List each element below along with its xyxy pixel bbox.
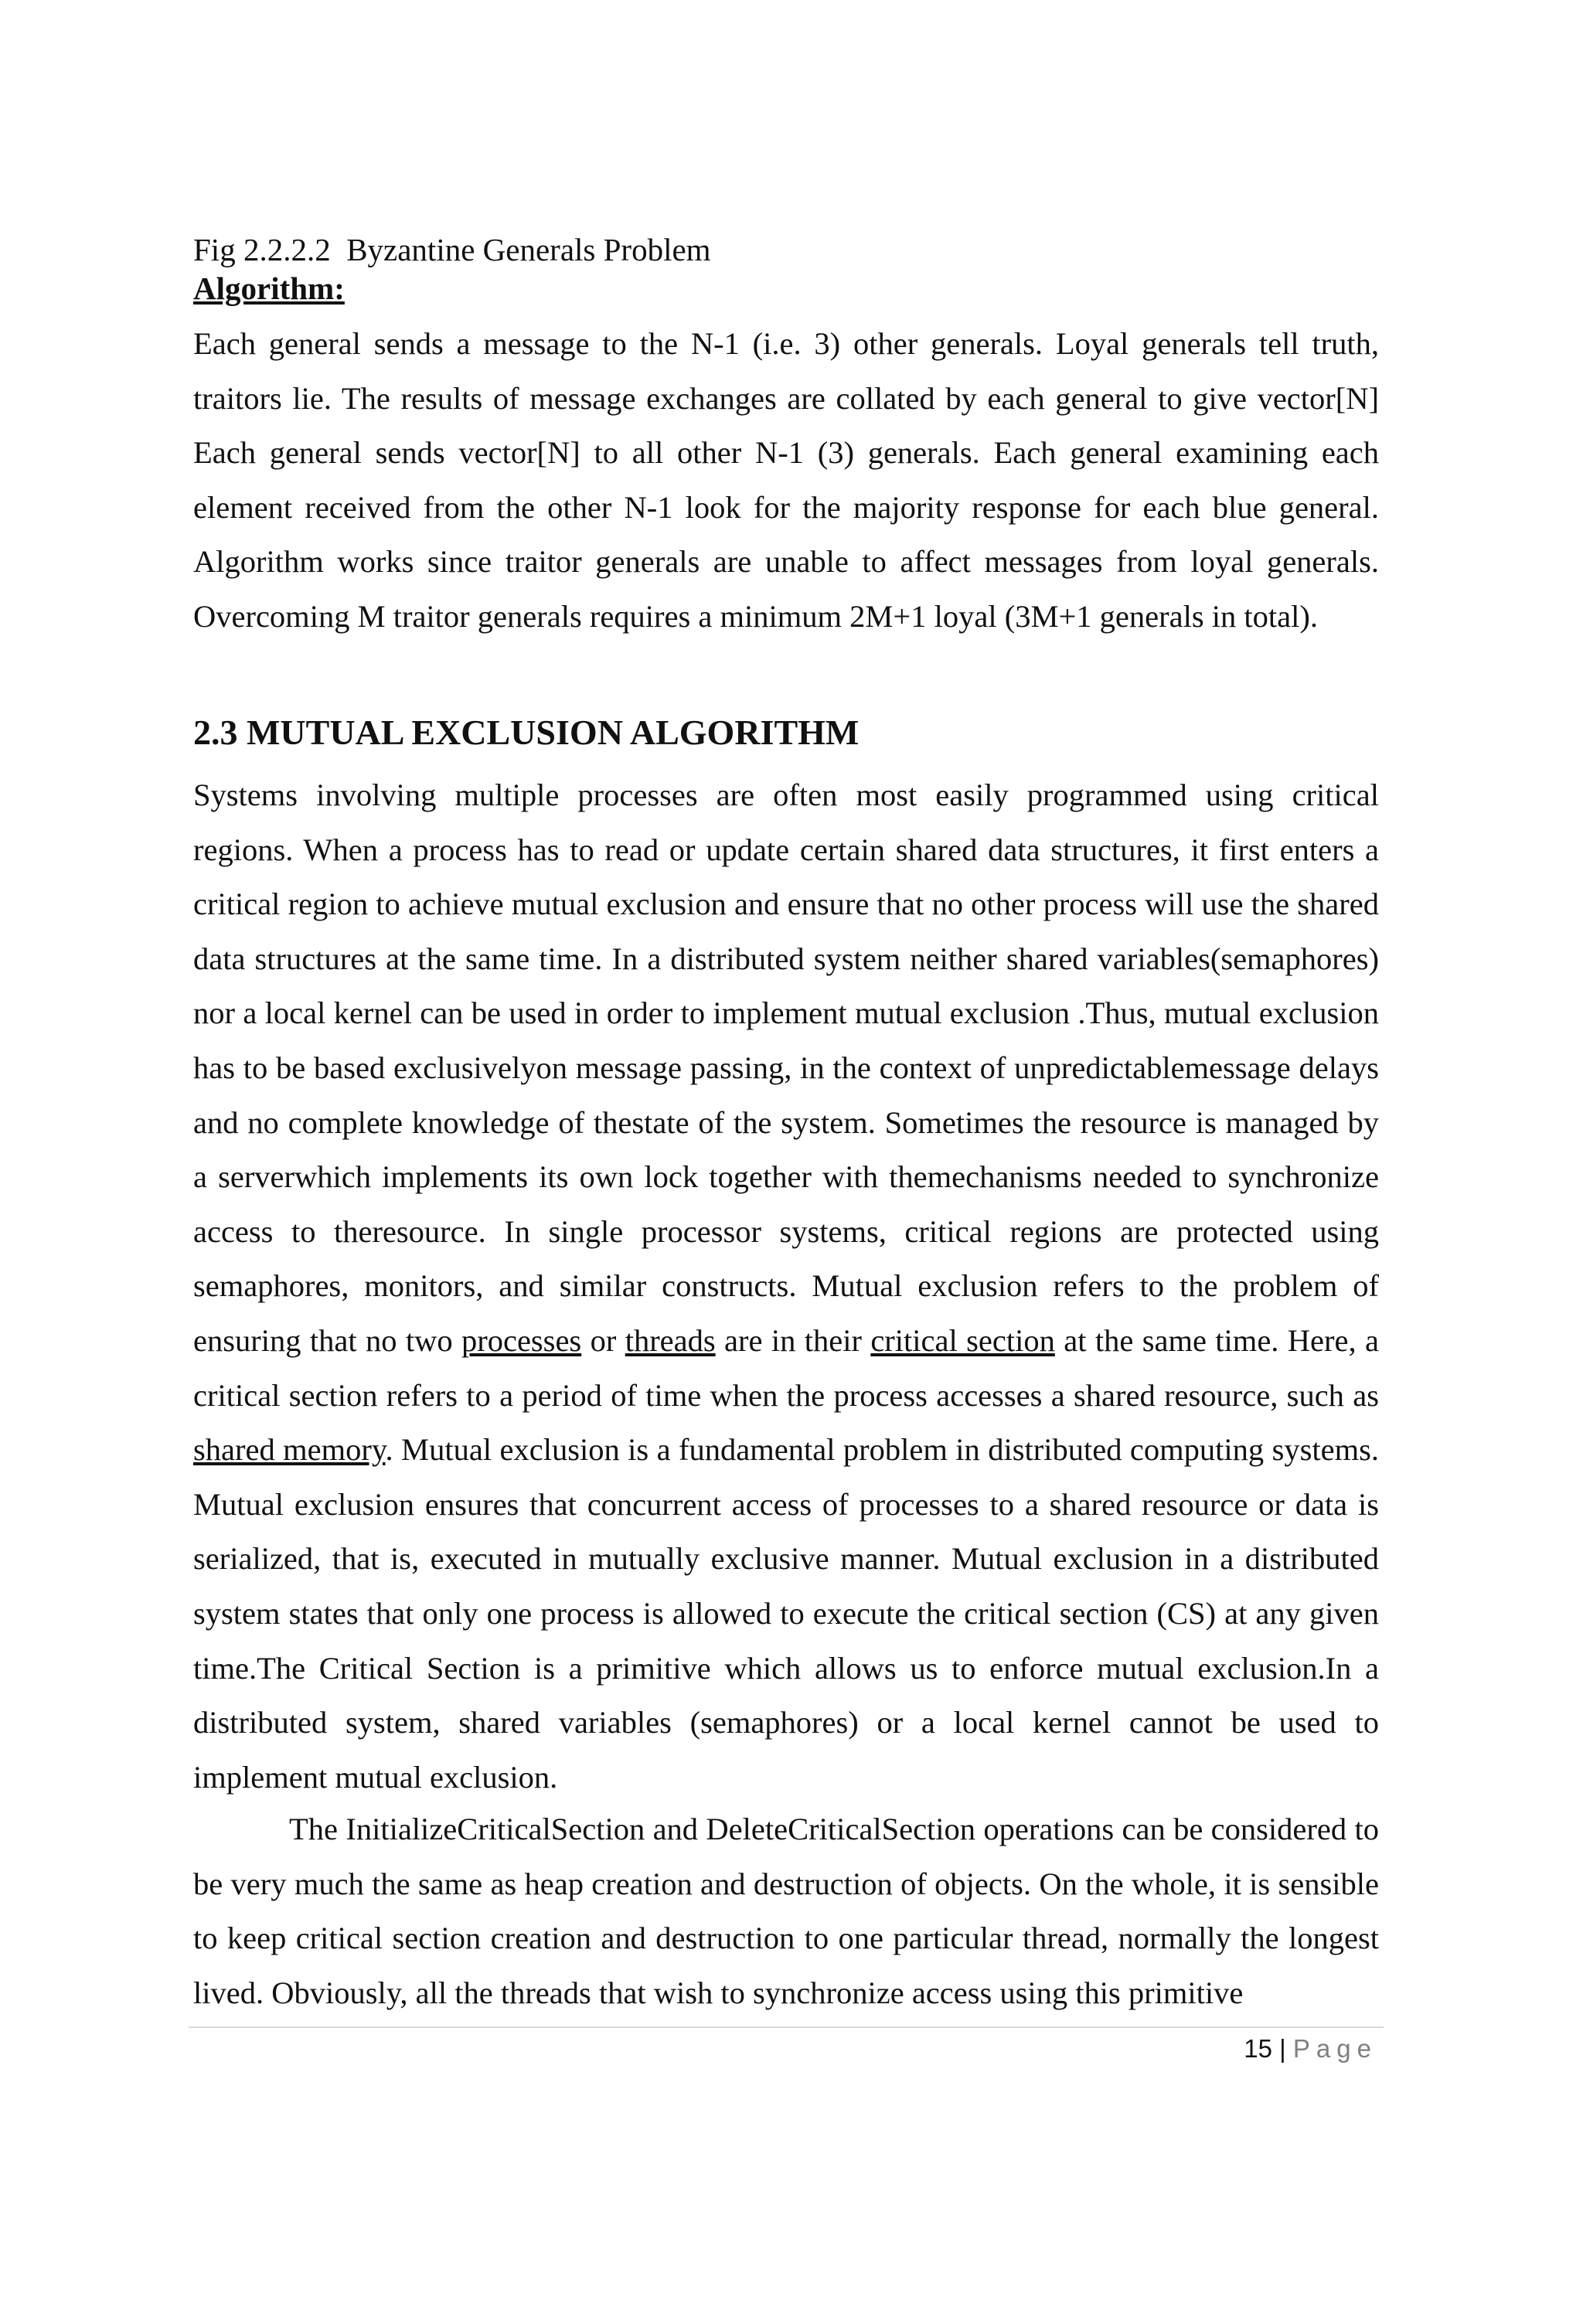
- paragraph-text: are in their: [715, 1322, 871, 1358]
- section-heading: 2.3 MUTUAL EXCLUSION ALGORITHM: [193, 713, 860, 752]
- footer-divider: [189, 2026, 1384, 2028]
- page-number: 15: [1244, 2034, 1272, 2063]
- link-shared-memory[interactable]: shared memory: [193, 1432, 386, 1468]
- paragraph-text: . Mutual exclusion is a fundamental problem in distributed computing systems. Mutual exclusion ensures that concurrent access of processes to a shared resource or data is serialized, that is, executed in mutually exclusive manner. Mutual exclusion in a distributed system states that only one process is allowed to execute the critical section (CS) at any given time.The Critical Section is a primitive which allows us to enforce mutual exclusion.In a distributed system, shared variables (semaphores) or a local kernel cannot be used to implement mutual exclusion.: [193, 1432, 1379, 1795]
- page-label: Page: [1292, 2034, 1377, 2063]
- paragraph-text: or: [581, 1322, 625, 1358]
- link-processes[interactable]: processes: [461, 1322, 582, 1358]
- paragraph-text: Systems involving multiple processes are often most easily programmed using critical regions. When a process has to read or update certain shared data structures, it first enters a critical region to achieve mutual exclusion and ensure that no other process will use the shared data structures at the same time. In a distributed system neither shared variables(semaphores) nor a local kernel can be used in order to implement mutual exclusion .Thus, mutual exclusion has to be based exclusivelyon message passing, in the context of unpredictablemessage delays and no complete knowledge of thestate of the system. Sometimes the resource is managed by a serverwhich implements its own lock together with themechanisms needed to synchronize access to theresource. In single processor systems, critical regions are protected using semaphores, monitors, and similar constructs. Mutual exclusion refers to the problem of ensuring that no two: [193, 778, 1379, 1358]
- footer-separator: |: [1272, 2034, 1293, 2063]
- algorithm-paragraph: Each general sends a message to the N-1 (i.e. 3) other generals. Loyal generals tell truth, traitors lie. The results of message exchanges are collated by each general to give vector[N] Each general sends vector[N] to all other N-1 (3) generals. Each general examining each element received from the other N-1 look for the majority response for each blue general. Algorithm works since traitor generals are unable to affect messages from loyal generals. Overcoming M traitor generals requires a minimum 2M+1 loyal (3M+1 generals in total).: [193, 326, 1379, 634]
- link-threads[interactable]: threads: [625, 1322, 716, 1358]
- paragraph-text: at the same time. Here, a critical section refers to a period of time when the process accesses a shared resource, such as: [193, 1322, 1379, 1413]
- critical-section-paragraph: The InitializeCriticalSection and DeleteCriticalSection operations can be considered to be very much the same as heap creation and destruction of objects. On the whole, it is sensible to keep critical section creation and destruction to one particular thread, normally the longest lived. Obviously, all the threads that wish to synchronize access using this primitive: [193, 1812, 1379, 2010]
- link-critical-section[interactable]: critical section: [870, 1322, 1055, 1358]
- page-footer: [1244, 2031, 1377, 2067]
- algorithm-heading: Algorithm:: [193, 271, 345, 306]
- mutual-exclusion-paragraph: [193, 768, 1379, 1805]
- figure-caption: Fig 2.2.2.2 Byzantine Generals Problem: [193, 232, 711, 267]
